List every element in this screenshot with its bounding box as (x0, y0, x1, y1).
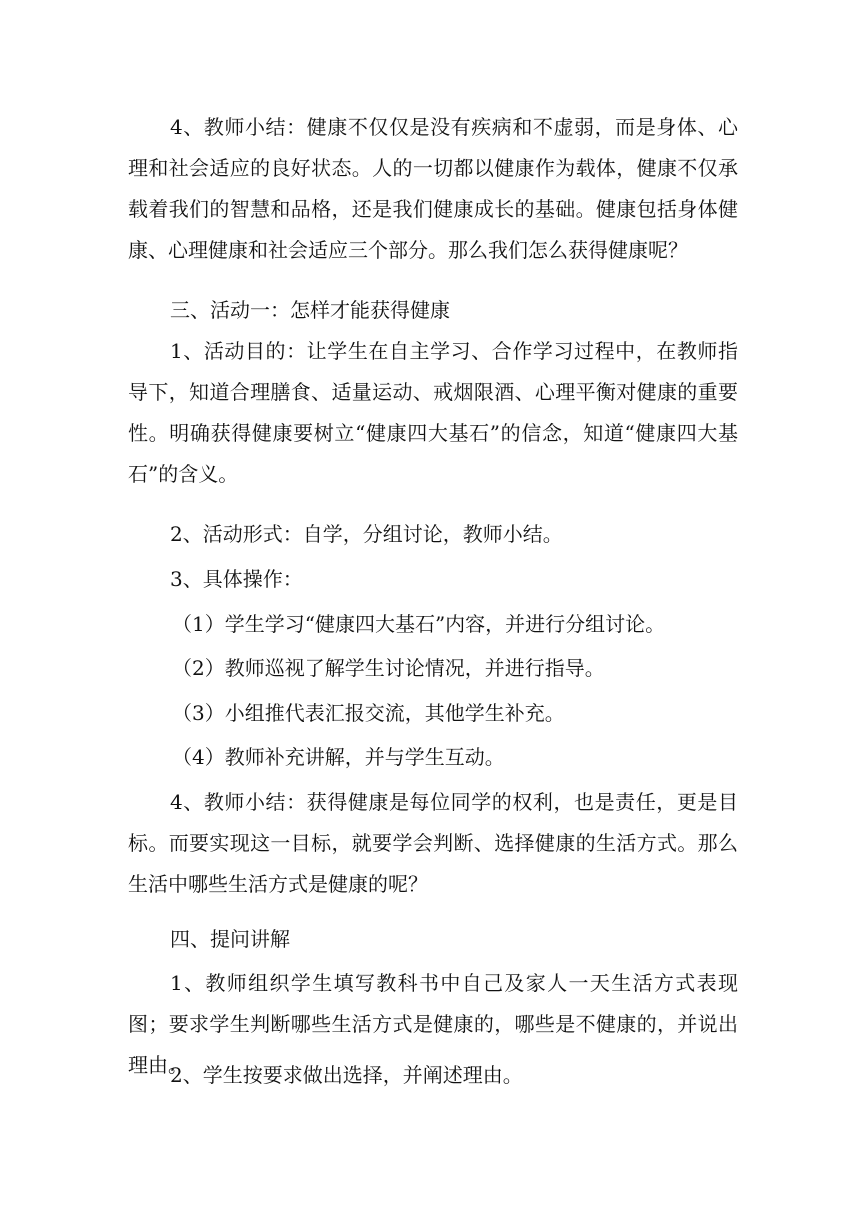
paragraph-activity-form: 2、活动形式：自学，分组讨论，教师小结。 (170, 522, 563, 546)
list-item-step-3: （3）小组推代表汇报交流，其他学生补充。 (172, 701, 565, 725)
paragraph-teacher-summary-2: 4、教师小结：获得健康是每位同学的权利，也是责任，更是目标。而要实现这一目标，就要学会判断、选择健康的生活方式。那么生活中哪些生活方式是健康的呢？ (128, 790, 738, 896)
paragraph-question-step-2: 2、学生按要求做出选择，并阐述理由。 (170, 1063, 523, 1087)
section-heading-questions: 四、提问讲解 (170, 927, 290, 951)
paragraph-activity-purpose: 1、活动目的：让学生在自主学习、合作学习过程中，在教师指导下，知道合理膳食、适量运动、戒烟限酒、心理平衡对健康的重要性。明确获得健康要树立“健康四大基石”的信念，知道“健康四大基石”的含义。 (128, 339, 738, 486)
list-item-step-1: （1）学生学习“健康四大基石”内容，并进行分组讨论。 (172, 612, 666, 636)
paragraph-operation-heading: 3、具体操作： (170, 567, 303, 591)
section-heading-activity-1: 三、活动一：怎样才能获得健康 (170, 298, 450, 322)
paragraph-teacher-summary-1: 4、教师小结：健康不仅仅是没有疾病和不虚弱，而是身体、心理和社会适应的良好状态。人的一切都以健康作为载体，健康不仅承载着我们的智慧和品格，还是我们健康成长的基础。健康包括身体健康、心理健康和社会适应三个部分。那么我们怎么获得健康呢？ (128, 115, 738, 262)
paragraph-question-step-1: 1、教师组织学生填写教科书中自己及家人一天生活方式表现图；要求学生判断哪些生活方式是健康的，哪些是不健康的，并说出理由。 (128, 971, 738, 1077)
list-item-step-2: （2）教师巡视了解学生讨论情况，并进行指导。 (172, 656, 605, 680)
list-item-step-4: （4）教师补充讲解，并与学生互动。 (172, 745, 505, 769)
